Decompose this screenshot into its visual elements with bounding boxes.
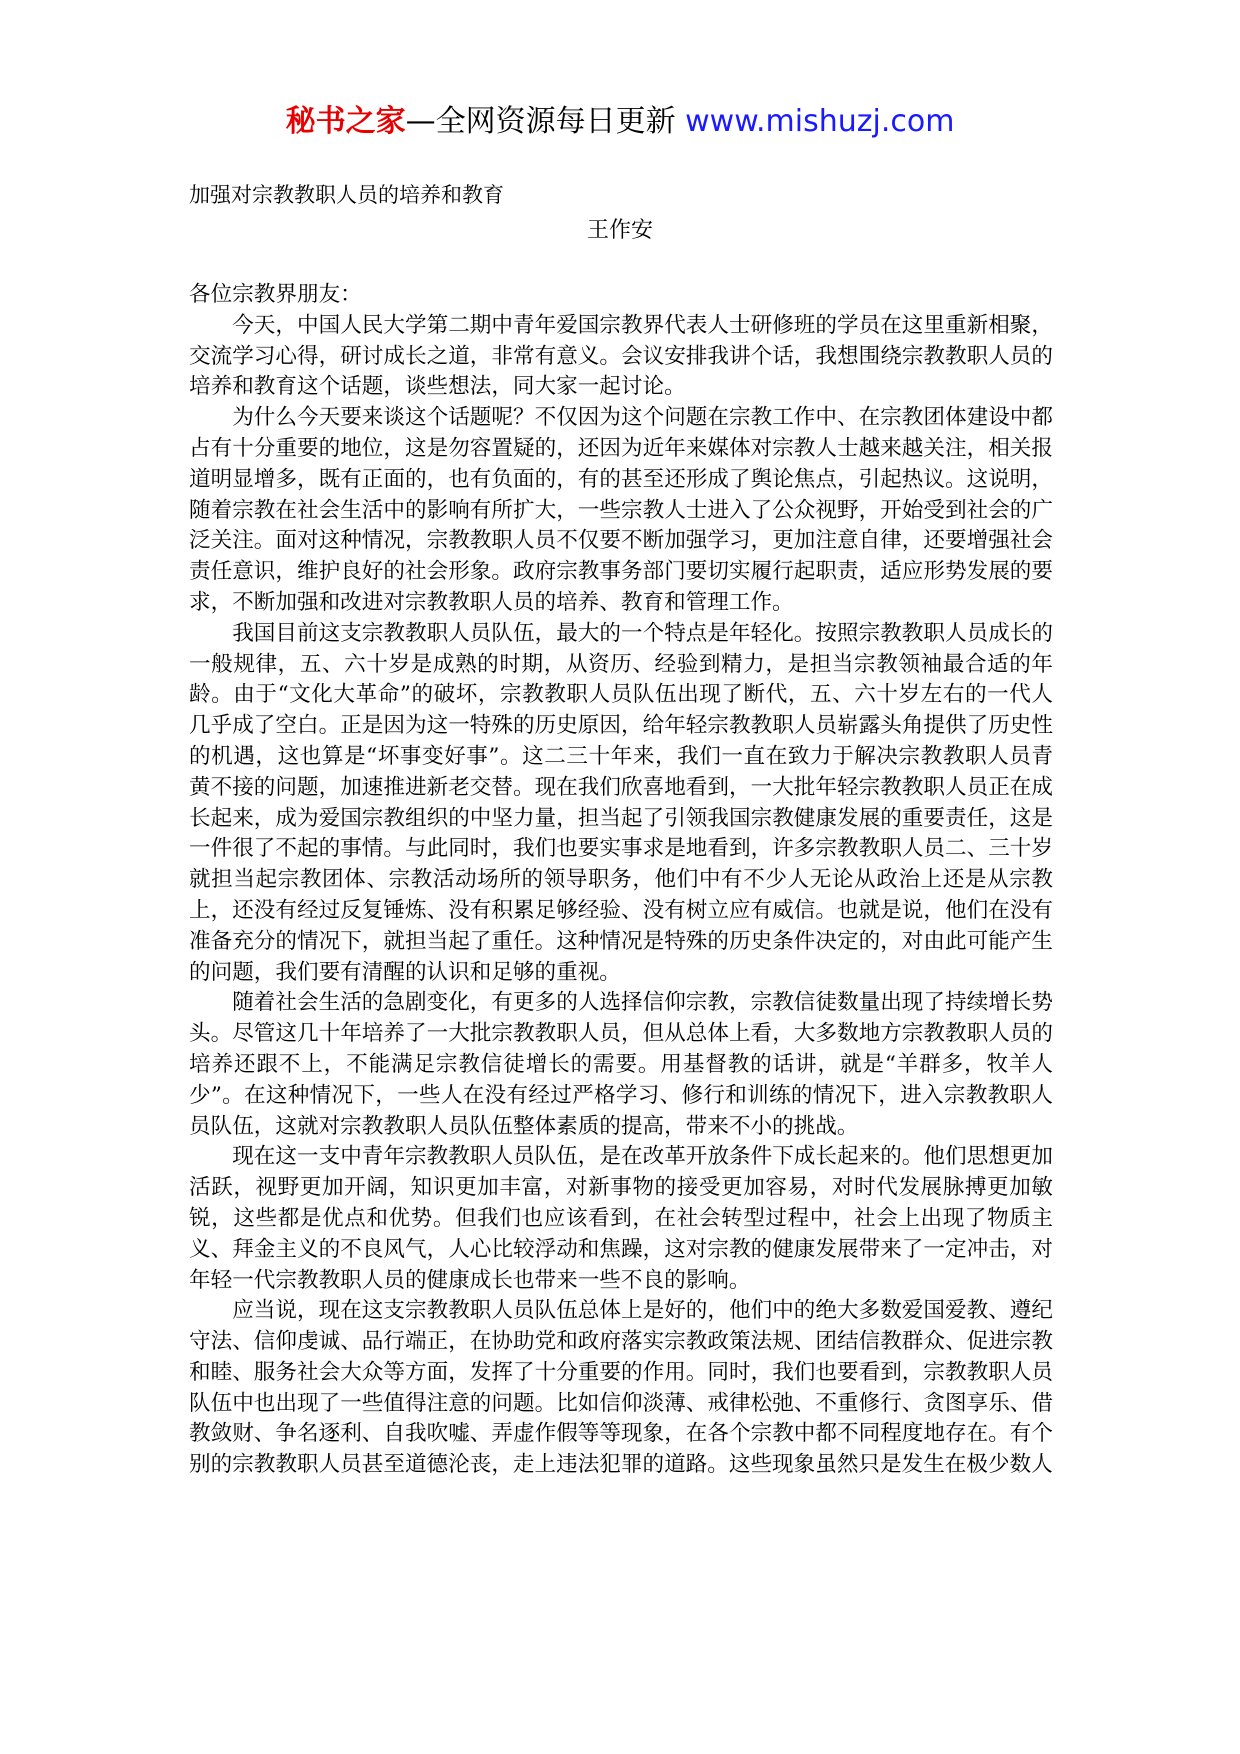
document-title: 加强对宗教教职人员的培养和教育 xyxy=(189,183,504,207)
site-brand: 秘书之家 xyxy=(285,104,406,139)
paragraph-1: 今天，中国人民大学第二期中青年爱国宗教界代表人士研修班的学员在这里重新相聚，交流学习心得，研讨成长之道，非常有意义。会议安排我讲个话，我想围绕宗教教职人员的培养和教育这个话题，谈些想法，同大家一起讨论。 xyxy=(189,312,1053,400)
paragraph-3: 我国目前这支宗教教职人员队伍，最大的一个特点是年轻化。按照宗教教职人员成长的一般规律，五、六十岁是成熟的时期，从资历、经验到精力，是担当宗教领袖最合适的年龄。由于“文化大革命”的破坏，宗教教职人员队伍出现了断代，五、六十岁左右的一代人几乎成了空白。正是因为这一特殊的历史原因，给年轻宗教教职人员崭露头角提供了历史性的机遇，这也算是“坏事变好事”。这二三十年来，我们一直在致力于解决宗教教职人员青黄不接的问题，加速推进新老交替。现在我们欣喜地看到，一大批年轻宗教教职人员正在成长起来，成为爱国宗教组织的中坚力量，担当起了引领我国宗教健康发展的重要责任，这是一件很了不起的事情。与此同时，我们也要实事求是地看到，许多宗教教职人员二、三十岁就担当起宗教团体、宗教活动场所的领导职务，他们中有不少人无论从政治上还是从宗教上，还没有经过反复锤炼、没有积累足够经验、没有树立应有威信。也就是说，他们在没有准备充分的情况下，就担当起了重任。这种情况是特殊的历史条件决定的，对由此可能产生的问题，我们要有清醒的认识和足够的重视。 xyxy=(189,620,1053,985)
site-slogan: —全网资源每日更新 xyxy=(405,104,676,139)
document-author: 王作安 xyxy=(586,218,653,243)
document-body xyxy=(189,280,1053,1481)
paragraph-5: 现在这一支中青年宗教教职人员队伍，是在改革开放条件下成长起来的。他们思想更加活跃，视野更加开阔，知识更加丰富，对新事物的接受更加容易，对时代发展脉搏更加敏锐，这些都是优点和优势。但我们也应该看到，在社会转型过程中，社会上出现了物质主义、拜金主义的不良风气，人心比较浮动和焦躁，这对宗教的健康发展带来了一定冲击，对年轻一代宗教教职人员的健康成长也带来一些不良的影响。 xyxy=(189,1144,1053,1293)
paragraph-4: 随着社会生活的急剧变化，有更多的人选择信仰宗教，宗教信徒数量出现了持续增长势头。尽管这几十年培养了一大批宗教教职人员，但从总体上看，大多数地方宗教教职人员的培养还跟不上，不能满足宗教信徒增长的需要。用基督教的话讲，就是“羊群多，牧羊人少”。在这种情况下，一些人在没有经过严格学习、修行和训练的情况下，进入宗教教职人员队伍，这就对宗教教职人员队伍整体素质的提高，带来不小的挑战。 xyxy=(189,990,1053,1139)
salutation: 各位宗教界朋友： xyxy=(189,282,362,307)
paragraph-2: 为什么今天要来谈这个话题呢？不仅因为这个问题在宗教工作中、在宗教团体建设中都占有十分重要的地位，这是勿容置疑的，还因为近年来媒体对宗教人士越来越关注，相关报道明显增多，既有正面的，也有负面的，有的甚至还形成了舆论焦点，引起热议。这说明，随着宗教在社会生活中的影响有所扩大，一些宗教人士进入了公众视野，开始受到社会的广泛关注。面对这种情况，宗教教职人员不仅要不断加强学习，更加注意自律，还要增强社会责任意识，维护良好的社会形象。政府宗教事务部门要切实履行起职责，适应形势发展的要求，不断加强和改进对宗教教职人员的培养、教育和管理工作。 xyxy=(189,405,1053,615)
site-url-link[interactable]: www.mishuzj.com xyxy=(685,104,955,139)
paragraph-6: 应当说，现在这支宗教教职人员队伍总体上是好的，他们中的绝大多数爱国爱教、遵纪守法、信仰虔诚、品行端正，在协助党和政府落实宗教政策法规、团结信教群众、促进宗教和睦、服务社会大众等方面，发挥了十分重要的作用。同时，我们也要看到，宗教教职人员队伍中也出现了一些值得注意的问题。比如信仰淡薄、戒律松弛、不重修行、贪图享乐、借教敛财、争名逐利、自我吹嘘、弄虚作假等等现象，在各个宗教中都不同程度地存在。有个别的宗教教职人员甚至道德沦丧，走上违法犯罪的道路。这些现象虽然只是发生在极少数人 xyxy=(189,1298,1053,1478)
site-banner xyxy=(0,100,1240,144)
